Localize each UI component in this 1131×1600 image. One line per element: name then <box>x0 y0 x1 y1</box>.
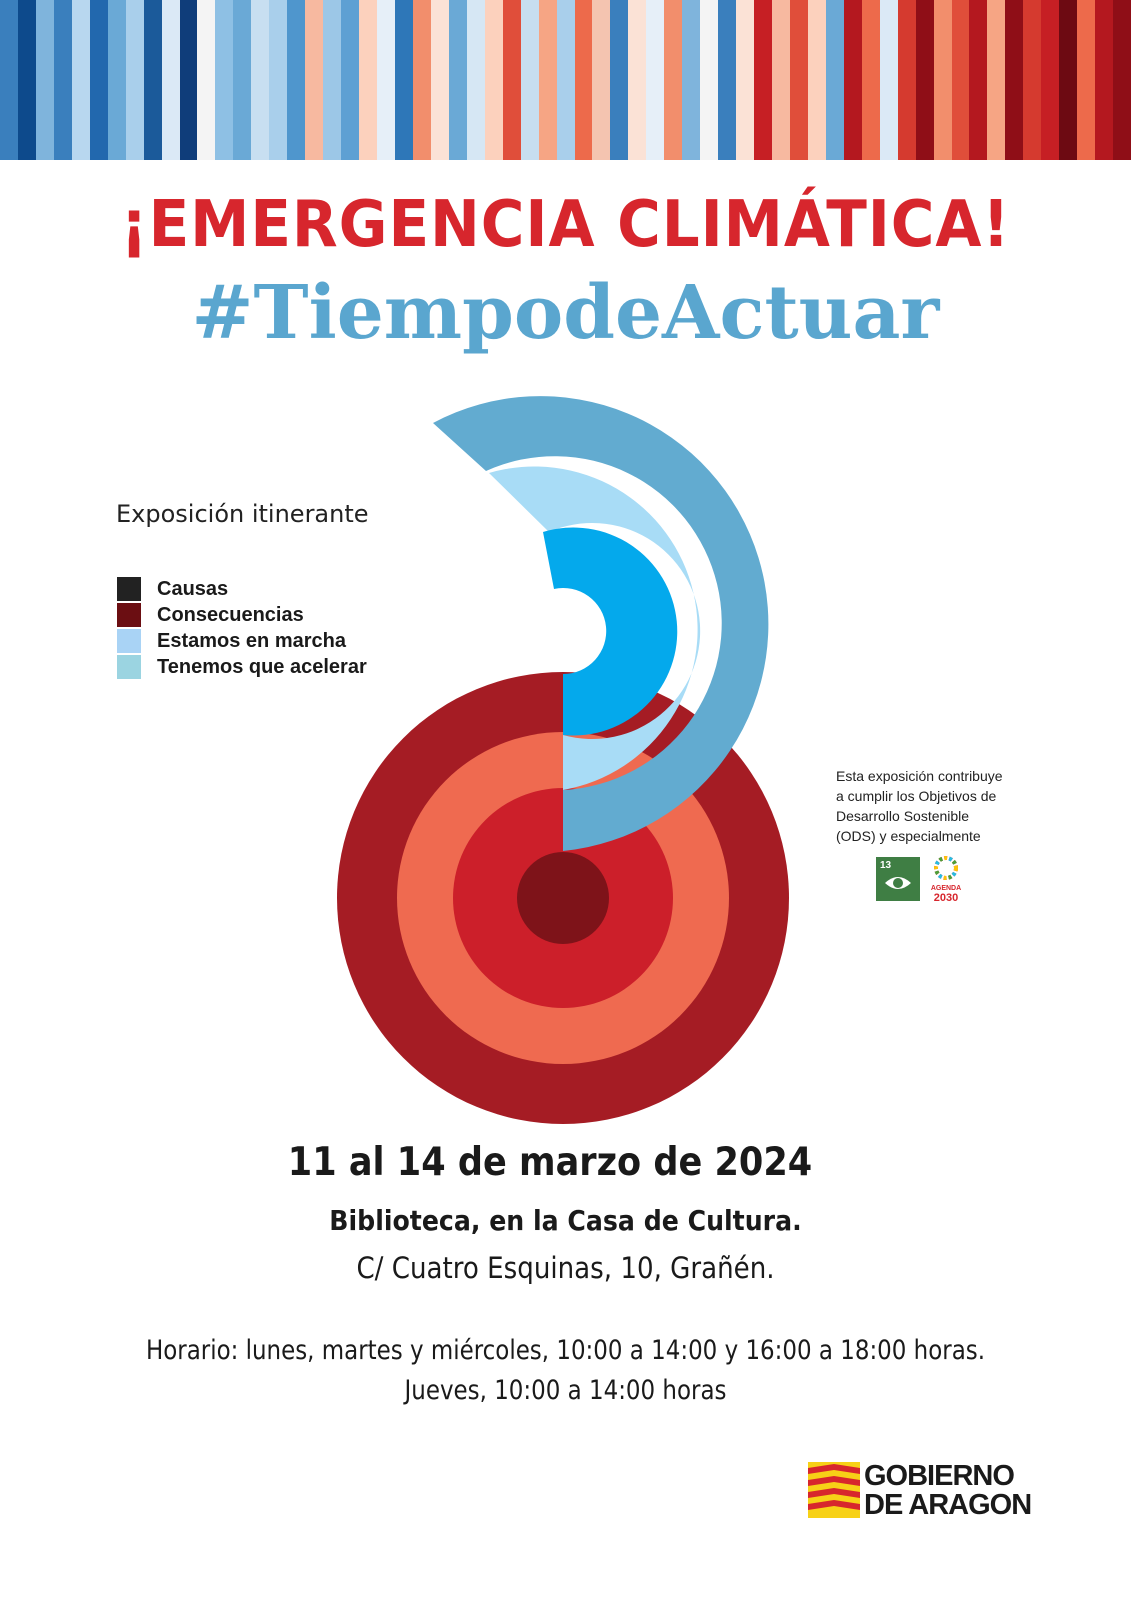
legend-label: Consecuencias <box>157 603 304 626</box>
event-address: C/ Cuatro Esquinas, 10, Grañén. <box>356 1251 775 1285</box>
headline: ¡EMERGENCIA CLIMÁTICA! <box>120 188 1011 262</box>
event-dates: 11 al 14 de marzo de 2024 <box>287 1140 813 1185</box>
earth-eye-icon <box>884 873 912 893</box>
event-hours <box>85 1331 1046 1411</box>
exhibition-label: Exposición itinerante <box>116 500 369 528</box>
agenda-word: AGENDA <box>930 885 962 892</box>
ods-description <box>836 766 1036 846</box>
aragon-flag-icon <box>808 1462 860 1518</box>
legend-item <box>117 576 367 602</box>
gov-line-2: DE ARAGON <box>864 1489 1032 1521</box>
legend <box>117 576 367 680</box>
hours-line-1: Horario: lunes, martes y miércoles, 10:00 a 14:00 y 16:00 a 18:00 horas. <box>145 1335 986 1366</box>
ods-line: Esta exposición contribuye <box>836 768 1003 784</box>
agenda-year: 2030 <box>933 892 959 904</box>
sdg-wheel-icon <box>934 856 958 880</box>
legend-label: Tenemos que acelerar <box>157 655 367 678</box>
ods-line: a cumplir los Objetivos de <box>836 788 997 804</box>
legend-item <box>117 602 367 628</box>
gobierno-aragon-logo <box>808 1462 1058 1522</box>
legend-swatch <box>117 577 141 601</box>
hashtag-title: #TiempodeActuar <box>191 270 940 356</box>
sdg13-badge <box>876 857 920 901</box>
legend-swatch <box>117 603 141 627</box>
legend-swatch <box>117 629 141 653</box>
gov-line-1: GOBIERNO <box>864 1460 1014 1492</box>
legend-label: Estamos en marcha <box>157 629 346 652</box>
ods-line: Desarrollo Sostenible <box>836 808 970 824</box>
gobierno-aragon-text <box>864 1462 1031 1520</box>
event-venue: Biblioteca, en la Casa de Cultura. <box>329 1204 802 1237</box>
legend-item <box>117 654 367 680</box>
hours-line-2: Jueves, 10:00 a 14:00 horas <box>404 1375 727 1406</box>
ods-line: (ODS) y especialmente <box>836 828 981 844</box>
agenda-2030-logo <box>928 856 964 904</box>
red-ring-core <box>517 852 609 944</box>
sdg-number: 13 <box>880 860 892 871</box>
legend-label: Causas <box>157 577 229 600</box>
legend-swatch <box>117 655 141 679</box>
legend-item <box>117 628 367 654</box>
